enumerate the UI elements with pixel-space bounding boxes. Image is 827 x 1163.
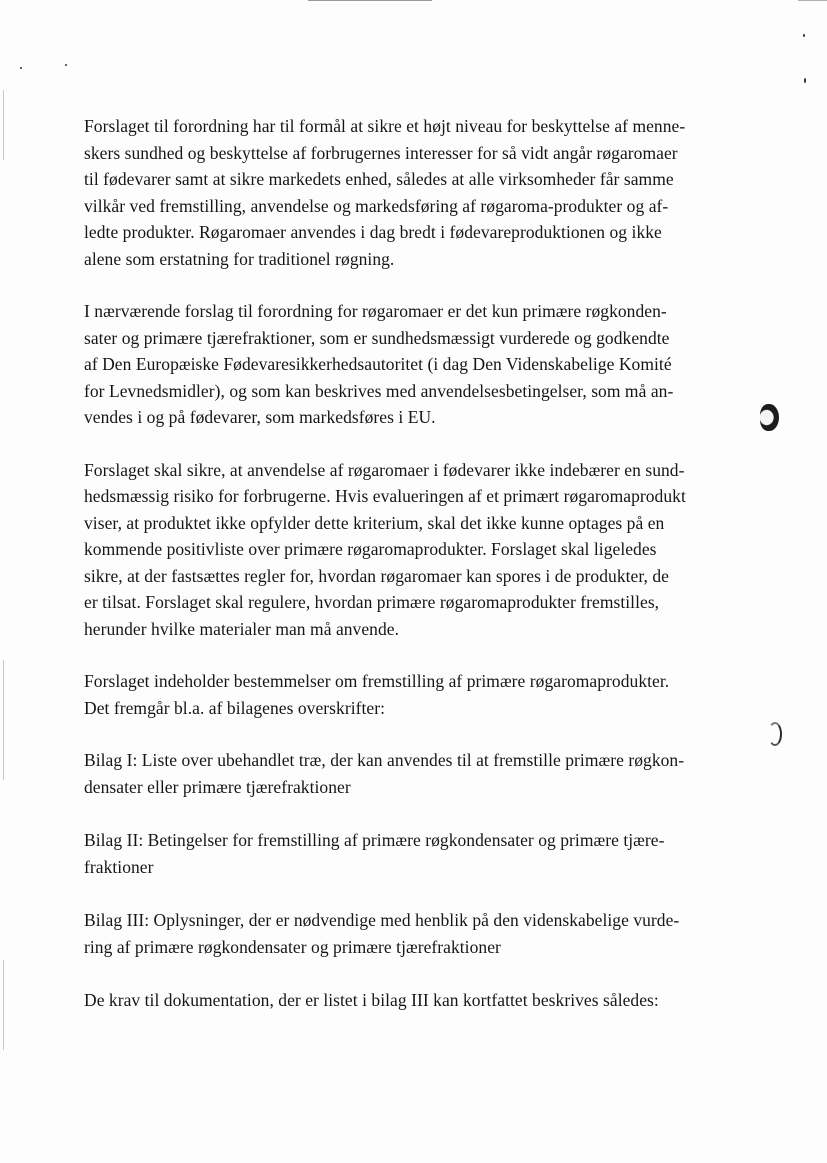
text-line: viser, at produktet ikke opfylder dette kriterium, skal det ikke kunne optages på en <box>84 512 665 533</box>
scan-artifact-top-line <box>308 0 432 1</box>
punch-hole-mark <box>768 722 782 746</box>
text-line: vendes i og på fødevarer, som markedsføres i EU. <box>84 407 436 427</box>
text-line: til fødevarer samt at sikre markedets enhed, således at alle virksomheder får samme <box>84 169 674 189</box>
document-body <box>84 113 764 1014</box>
text-line: hedsmæssig risiko for forbrugerne. Hvis evalueringen af et primært røgaromaprodukt <box>84 486 686 506</box>
text-line: Det fremgår bl.a. af bilagenes overskrifter: <box>84 697 386 718</box>
scan-artifact-left-edge <box>3 90 4 160</box>
paragraph <box>84 113 764 272</box>
scan-speck <box>20 67 22 69</box>
text-line: herunder hvilke materialer man må anvende. <box>84 618 400 639</box>
paragraph <box>84 987 764 1014</box>
paragraph <box>84 457 764 643</box>
text-line: Bilag II: Betingelser for fremstilling af primære røgkondensater og primære tjære- <box>84 830 665 850</box>
text-line: De krav til dokumentation, der er listet i bilag III kan kortfattet beskrives således: <box>84 990 659 1010</box>
annex-item <box>84 827 764 880</box>
text-line: Forslaget til forordning har til formål at sikre et højt niveau for beskyttelse af menne- <box>84 116 686 136</box>
scan-speck <box>804 78 806 83</box>
text-line: ledte produkter. Røgaromaer anvendes i dag bredt i fødevareproduktionen og ikke <box>84 222 662 242</box>
text-line: sikre, at der fastsættes regler for, hvordan røgaromaer kan spores i de produkter, de <box>84 565 670 586</box>
scan-artifact-top-right-line <box>798 0 827 1</box>
text-line: for Levnedsmidler), og som kan beskrives med anvendelsesbetingelser, som må an- <box>84 380 674 401</box>
scan-speck <box>803 34 805 37</box>
paragraph <box>84 668 764 721</box>
text-line: skers sundhed og beskyttelse af forbrugernes interesser for så vidt angår røgaromaer <box>84 142 678 163</box>
text-line: fraktioner <box>84 856 154 877</box>
annex-item <box>84 907 764 960</box>
text-line: Forslaget skal sikre, at anvendelse af røgaromaer i fødevarer ikke indebærer en sund- <box>84 459 685 480</box>
text-line: af Den Europæiske Fødevaresikkerhedsautoritet (i dag Den Videnskabelige Komité <box>84 354 672 374</box>
text-line: er tilsat. Forslaget skal regulere, hvordan primære røgaromaprodukter fremstilles, <box>84 592 660 612</box>
scan-artifact-left-edge <box>3 960 4 1050</box>
text-line: Forslaget indeholder bestemmelser om fremstilling af primære røgaromaprodukter. <box>84 671 670 691</box>
text-line: vilkår ved fremstilling, anvendelse og markedsføring af røgaroma-produkter og af- <box>84 195 669 216</box>
paragraph <box>84 298 764 431</box>
text-line: densater eller primære tjærefraktioner <box>84 776 351 797</box>
text-line: I nærværende forslag til forordning for røgaromaer er det kun primære røgkonden- <box>84 301 667 321</box>
text-line: Bilag I: Liste over ubehandlet træ, der kan anvendes til at fremstille primære røgkon- <box>84 750 685 770</box>
scan-artifact-left-edge <box>3 660 4 780</box>
text-line: alene som erstatning for traditionel røgning. <box>84 248 395 269</box>
text-line: ring af primære røgkondensater og primære tjærefraktioner <box>84 936 501 957</box>
scan-speck <box>65 64 67 66</box>
annex-item <box>84 747 764 800</box>
text-line: Bilag III: Oplysninger, der er nødvendige med henblik på den videnskabelige vurde- <box>84 910 680 930</box>
text-line: kommende positivliste over primære røgaromaprodukter. Forslaget skal ligeledes <box>84 539 657 559</box>
text-line: sater og primære tjærefraktioner, som er sundhedsmæssigt vurderede og godkendte <box>84 327 670 348</box>
